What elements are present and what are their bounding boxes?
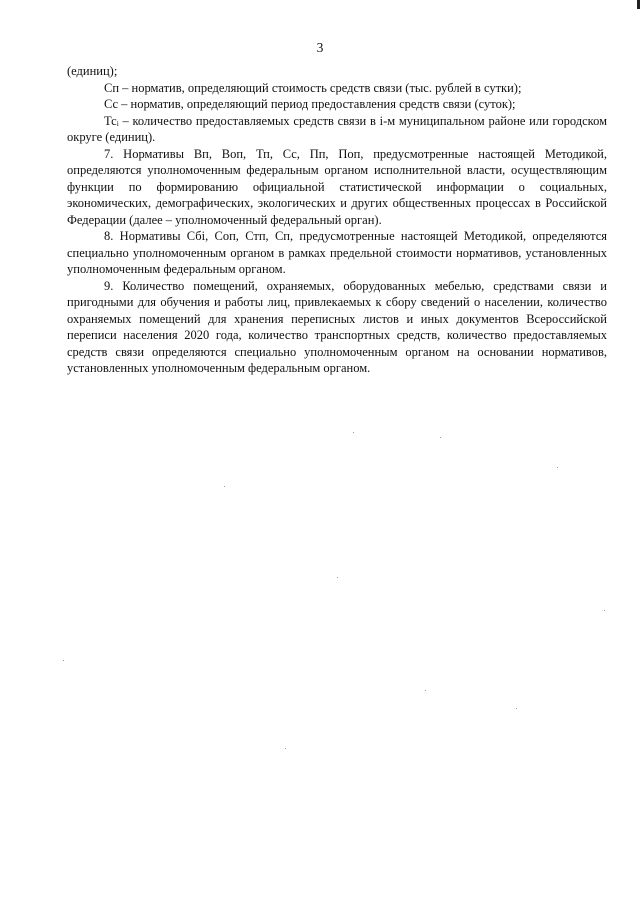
paragraph-definition-tsi: Тсᵢ – количество предоставляемых средств связи в i-м муниципальном районе или городском округе (единиц).	[67, 113, 607, 144]
scan-speck	[440, 437, 441, 438]
paragraph-item-7: 7. Нормативы Вп, Воп, Тп, Сс, Пп, Поп, предусмотренные настоящей Методикой, определяются уполномоченным федеральным органом исполнительной власти, осуществляющим функции по формированию официальной статистической информации о социальных, экономических, демографических, экологических и других общественных процессах в Российской Федерации (далее – уполномоченный федеральный орган).	[67, 146, 607, 227]
scan-speck	[425, 690, 426, 691]
paragraph-item-8: 8. Нормативы Сбі, Соп, Стп, Сп, предусмотренные настоящей Методикой, определяются специально уполномоченным органом в рамках предельной стоимости нормативов, установленных уполномоченным федеральным органом.	[67, 229, 607, 276]
paragraph-item-9: 9. Количество помещений, охраняемых, оборудованных мебелью, средствами связи и пригодными для обучения и работы лиц, привлекаемых к сбору сведений о населении, количество охраняемых помещений для хранения переписных листов и иных документов Всероссийской переписи населения 2020 года, количество транспортных средств, количество предоставляемых средств связи определяются специально уполномоченным органом на основании нормативов, установленных уполномоченным федеральным органом.	[67, 278, 607, 375]
paragraph-definition-sp: Сп – норматив, определяющий стоимость средств связи (тыс. рублей в сутки);	[104, 80, 522, 95]
paragraph-definition-ss: Сс – норматив, определяющий период предоставления средств связи (суток);	[104, 97, 516, 111]
scan-speck	[604, 610, 605, 611]
scan-speck	[353, 432, 354, 433]
document-body	[67, 63, 607, 377]
page-number: 3	[316, 40, 324, 55]
paragraph-units-continuation: (единиц);	[67, 64, 118, 78]
scan-speck	[516, 708, 517, 709]
scan-speck	[337, 577, 338, 578]
scan-speck	[224, 486, 225, 487]
scan-speck	[285, 748, 286, 749]
scan-speck	[557, 467, 558, 468]
scan-speck	[63, 660, 64, 661]
